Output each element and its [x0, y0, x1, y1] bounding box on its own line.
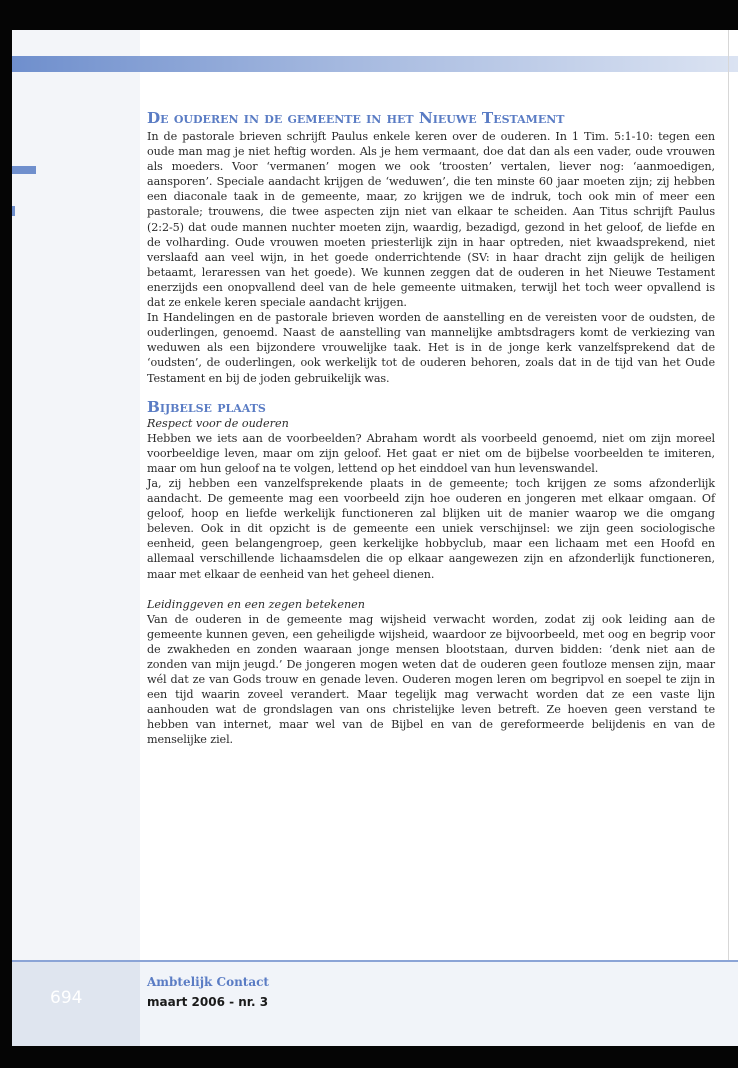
- scan-border-bottom: [0, 1046, 738, 1068]
- subheading: Respect voor de ouderen: [147, 416, 289, 430]
- header-color-band: [12, 56, 738, 72]
- subheading: Leidinggeven en een zegen betekenen: [147, 597, 365, 611]
- paragraph: In de pastorale brieven schrijft Paulus enkele keren over de ouderen. In 1 Tim. 5:1-10: tegen een oude man mag je niet heftig worden. Als je hem vermaant, doe dat dan als een vader, oude vrouwen als moeders. Voor ‘vermanen’ mogen we ook ‘troosten’ vertalen, liever nog: ‘aanmoedigen, aansporen’. Speciale aandacht krijgen de ‘weduwen’, die ten minste 60 jaar moeten zijn; zij hebben een diaconale taak in de gemeente, maar, zo krijgen we de indruk, toch ook min of meer een pastorale; trouwens, die twee aspecten zijn niet van elkaar te scheiden. Aan Titus schrijft Paulus (2:2-5) dat oude mannen nuchter moeten zijn, waardig, bezadigd, gezond in het geloof, de liefde en de volharding. Oude vrouwen moeten priesterlijk zijn in haar optreden, niet kwaadsprekend, niet verslaafd aan veel wijn, in het goede onderrichtende (SV: in haar dracht zijn gelijk de heiligen betaamt, leraressen van het goede). We kunnen zeggen dat de ouderen in het Nieuwe Testament enerzijds een onopvallend deel van de hele gemeente uitmaken, terwijl het toch weer opvallend is dat ze enkele keren speciale aandacht krijgen.: [147, 130, 715, 310]
- spacer: [147, 582, 715, 597]
- page-edge-line: [728, 30, 729, 1046]
- magazine-title: Ambtelijk Contact: [147, 975, 269, 989]
- paragraph: Hebben we iets aan de voorbeelden? Abraham wordt als voorbeeld genoemd, niet om zijn moreel voorbeeldige leven, maar om zijn geloof. Het gaat er niet om de bijbelse voorbeelden te imiteren, maar om hun geloof na te volgen, lettend op het einddoel van hun levenswandel.: [147, 431, 715, 475]
- margin-marker: [12, 166, 36, 174]
- scan-border-left: [0, 0, 12, 1052]
- paragraph: Ja, zij hebben een vanzelfsprekende plaats in de gemeente; toch krijgen ze soms afzonderlijk aandacht. De gemeente mag een voorbeeld zijn hoe ouderen en jongeren met elkaar omgaan. Of geloof, hoop en liefde werkelijk functioneren zal blijken uit de manier waarop we die omgang beleven. Ook in dit opzicht is de gemeente een uniek verschijnsel: we zijn geen sociologische eenheid, geen belangengroep, geen kerkelijke hobbyclub, maar een lichaam met een Hoofd en allemaal verschillende lichaamsdelen die op elkaar aangewezen zijn en afzonderlijk functioneren, maar met elkaar de eenheid van het geheel dienen.: [147, 476, 715, 581]
- paragraph: In Handelingen en de pastorale brieven worden de aanstelling en de vereisten voor de oudsten, de ouderlingen, genoemd. Naast de aanstelling van mannelijke ambtsdragers komt de verkiezing van weduwen als een bijzondere vrouwelijke taak. Het is in de jonge kerk vanzelfsprekend dat de ‘oudsten’, de ouderlingen, ook werkelijk tot de ouderen behoren, zoals dat in de tijd van het Oude Testament en bij de joden gebruikelijk was.: [147, 311, 715, 385]
- issue-label: maart 2006 - nr. 3: [147, 995, 269, 1009]
- article-body: [147, 108, 715, 748]
- page-number: 694: [50, 988, 83, 1008]
- left-margin-panel: [12, 30, 140, 1046]
- paragraph: Van de ouderen in de gemeente mag wijsheid verwacht worden, zodat zij ook leiding aan de gemeente kunnen geven, een geheiligde wijsheid, waardoor ze bijvoorbeeld, met oog en begrip voor de zwakheden en zonden waaraan jonge mensen blootstaan, durven bidden: ‘denk niet aan de zonden van mijn jeugd.’ De jongeren mogen weten dat de ouderen geen foutloze mensen zijn, maar wél dat ze van Gods trouw en genade leven. Ouderen mogen leren om begripvol en soepel te zijn in een tijd waarin zoveel verandert. Maar tegelijk mag verwacht worden dat ze een vaste lijn aanhouden wat de grondslagen van ons christelijke leven betreft. Ze hoeven geen verstand te hebben van internet, maar wel van de Bijbel en van de gereformeerde belijdenis en van de menselijke ziel.: [147, 612, 715, 747]
- section-heading: Bijbelse plaats: [147, 397, 266, 416]
- margin-marker-small: [12, 206, 15, 216]
- article-heading: De ouderen in de gemeente in het Nieuwe Testament: [147, 109, 565, 127]
- spacer: [147, 386, 715, 398]
- scan-border-top: [0, 0, 738, 30]
